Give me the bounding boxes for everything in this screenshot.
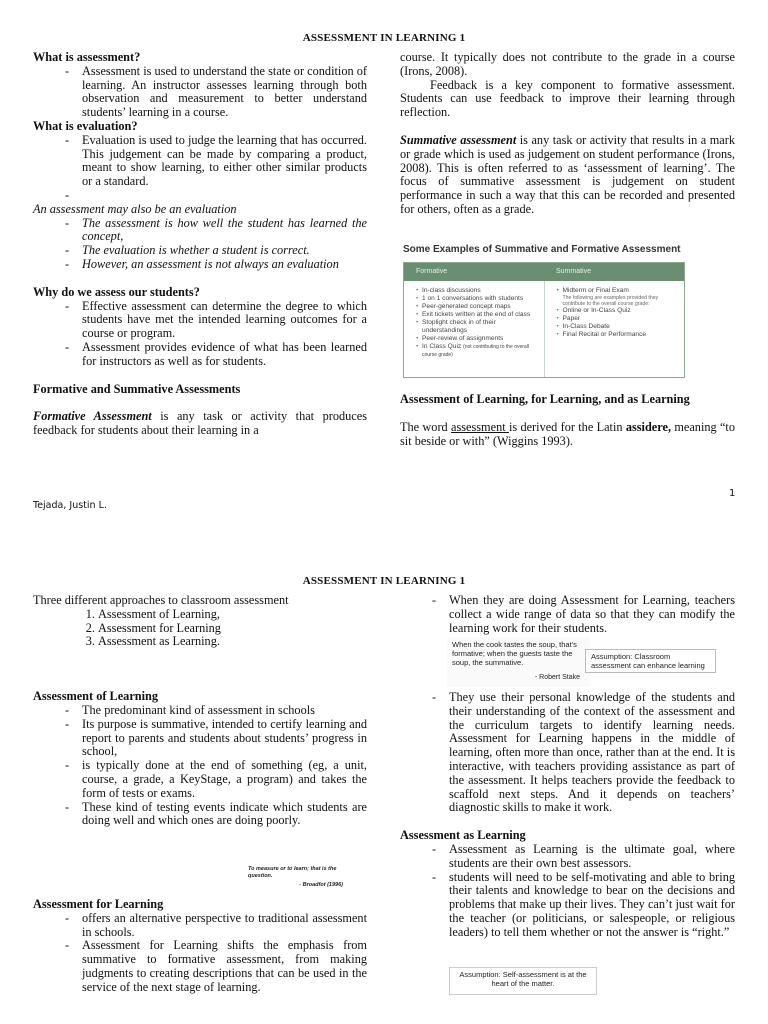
page2-right-middle [400, 691, 735, 940]
evaluation-note-list [33, 217, 367, 272]
list-item [33, 189, 367, 203]
page-number: 1 [729, 488, 736, 499]
page1-left-column [33, 51, 367, 438]
summative-term: Summative assessment [400, 132, 517, 147]
broadfot-quote [248, 866, 343, 889]
heading-what-is-evaluation: What is evaluation? [33, 118, 138, 133]
word-mid: is derived for the Latin [508, 419, 626, 434]
heading-of-for-as-learning: Assessment of Learning, for Learning, and as Learning [400, 392, 690, 406]
summative-note: The following are examples provided they contribute to the overall course grade: [562, 295, 659, 307]
word-post: meaning “to sit beside or with” (Wiggins 1993). [400, 419, 735, 448]
word-assessment: assessment [451, 419, 509, 434]
list-item: 2. Assessment for Learning [98, 622, 367, 636]
list-item [416, 343, 540, 359]
word-pre: The word [400, 419, 451, 434]
figure-title: Some Examples of Summative and Formative Assessment [403, 244, 681, 255]
formative-examples-cell [404, 281, 544, 377]
list-item: 3. Assessment as Learning. [98, 635, 367, 649]
quote-author: - Robert Stake [534, 674, 580, 681]
assumption-box-self-assessment: Assumption: Self-assessment is at the heart of the matter. [449, 967, 597, 995]
approaches-list [33, 608, 367, 649]
word-assidere: assidere, [625, 419, 672, 434]
quote-text: When the cook tastes the soup, that’s formative; when the guests taste the soup, the summative. [452, 640, 577, 667]
quote-text: To measure or to learn; that is the question. [248, 866, 337, 879]
list-item: - students will need to be self-motivating and able to bring their talents and knowledge to bear on the decisions and problems that make up their lives. They can’t just wait for the teacher (or politicians, or salespeople, or religious leaders) to tell them whether or not the answer is “right.” [400, 871, 735, 940]
examples-table-body [404, 281, 684, 377]
formative-continued: course. It typically does not contribute to the grade in a course (Irons, 2008). [400, 50, 735, 78]
quote-author: - Broadfot (1996) [299, 882, 343, 888]
assessment-of-learning-list [33, 704, 367, 828]
formative-term: Formative Assessment [33, 409, 152, 424]
assessment-for-learning-list [33, 912, 367, 995]
list-item: - However, an assessment is not always an evaluation [33, 258, 367, 272]
list-item: - When they are doing Assessment for Learning, teachers collect a wide range of data so that they can modify the learning work for their students. [400, 594, 735, 635]
heading-assessment-as-learning: Assessment as Learning [400, 828, 526, 843]
page2-header-title: ASSESSMENT IN LEARNING 1 [302, 575, 466, 587]
list-item: - Effective assessment can determine the degree to which students have met the intended learning outcomes for a course or program. [33, 300, 367, 341]
formative-column-header: Formative [416, 268, 448, 275]
author-footer: Tejada, Justin L. [33, 500, 107, 511]
heading-assessment-for-learning: Assessment for Learning [33, 897, 164, 911]
list-item: • 1 on 1 conversations with students [416, 295, 540, 303]
feedback-paragraph: Feedback is a key component to formative assessment. Students can use feedback to improve their learning through reflection. [400, 77, 735, 120]
heading-formative-summative: Formative and Summative Assessments [33, 381, 241, 396]
examples-table [403, 262, 685, 378]
summative-text: is any task or activity that results in a mark or grade which is used as judgement on student performance (Irons, 2008). This is often referred to as ‘assessment of learning’. The focus of summative assessment is judgement on student performance in such a way that this can be recorded and presented for others, often as a grade. [400, 132, 736, 216]
list-item: • In-class discussions [416, 287, 540, 295]
heading-why-assess: Why do we assess our students? [33, 284, 200, 299]
list-item: - Assessment provides evidence of what has been learned for instructors as well as for students. [33, 341, 367, 369]
list-item: - offers an alternative perspective to traditional assessment in schools. [33, 912, 367, 940]
list-item: - These kind of testing events indicate which students are doing well and which ones are doing poorly. [33, 801, 367, 829]
evaluation-note: An assessment may also be an evaluation [33, 201, 237, 216]
stake-quote [452, 640, 580, 682]
list-item: - is typically done at the end of something (eg, a unit, course, a grade, a KeyStage, a program) and takes the form of tests or exams. [33, 759, 367, 800]
list-item: • Online or In-Class Quiz [557, 307, 681, 315]
list-item: • Peer-generated concept maps [416, 303, 540, 311]
list-item: - Assessment as Learning is the ultimate goal, where students are their own best assessors. [400, 843, 735, 871]
assessment-as-learning-list [400, 843, 735, 940]
list-item: • In-Class Debate [557, 323, 681, 331]
assessment-for-learning-list-continued [400, 594, 735, 635]
quiz-label: In Class Quiz [422, 343, 462, 350]
heading-assessment-of-learning: Assessment of Learning [33, 689, 159, 704]
evaluation-definition-list [33, 134, 367, 203]
list-item: • Final Recital or Performance [557, 331, 681, 339]
list-item: - Evaluation is used to judge the learning that has occurred. This judgement can be made by comparing a product, meant to show learning, to either other similar products or a standard. [33, 134, 367, 189]
list-item: - Its purpose is summative, intended to certify learning and report to parents and students about students’ progress in school, [33, 718, 367, 759]
summative-examples-cell [544, 281, 685, 377]
assessment-for-learning-details [400, 691, 735, 815]
latin-origin-paragraph [400, 421, 735, 449]
approaches-intro: Three different approaches to classroom assessment [33, 593, 289, 607]
summative-column-header: Summative [556, 268, 592, 275]
list-item: 1. Assessment of Learning, [98, 608, 367, 622]
page1-right-column [400, 51, 735, 217]
summative-paragraph [400, 134, 735, 217]
formative-text: is any task or activity that produces feedback for students about their learning in a [33, 409, 367, 438]
list-item: - The assessment is how well the student has learned the concept, [33, 217, 367, 245]
list-item: - The evaluation is whether a student is correct. [33, 244, 367, 258]
list-item: - Assessment for Learning shifts the emphasis from summative to formative assessment, from making judgments to creating descriptions that can be used in the service of the next stage of learning. [33, 939, 367, 994]
page2-left-lower [33, 898, 367, 995]
page1-right-lower [400, 393, 735, 448]
list-item: - The predominant kind of assessment in schools [33, 704, 367, 718]
heading-what-is-assessment: What is assessment? [33, 50, 141, 64]
page2-left-column [33, 594, 367, 828]
list-item: • Paper [557, 315, 681, 323]
formative-paragraph [33, 410, 367, 438]
quiz-note: (not contributing to the overall course grade) [422, 344, 529, 358]
list-item: • Peer-review of assignments [416, 335, 540, 343]
why-assess-list [33, 300, 367, 369]
assessment-definition-list [33, 65, 367, 120]
assumption-box-classroom: Assumption: Classroom assessment can enhance learning [585, 649, 716, 673]
list-item: - They use their personal knowledge of the students and their understanding of the context of the assessment and the curriculum targets to identify learning needs. Assessment for Learning happens in the middle of learning, often more than once, rather than at the end. It is interactive, with teachers providing assistance as part of the assessment. It helps teachers provide the feedback to scaffold next steps. And it depends on teachers’ diagnostic skills to make it work. [400, 691, 735, 815]
examples-table-header [404, 263, 684, 281]
list-item: • Midterm or Final Exam [557, 287, 681, 295]
list-item: - Assessment is used to understand the state or condition of learning. An instructor assesses learning through both observation and measurement to better understand students’ learning in a course. [33, 65, 367, 120]
list-item: • Exit tickets written at the end of class [416, 311, 540, 319]
page1-header-title: ASSESSMENT IN LEARNING 1 [302, 32, 466, 44]
page2-right-column [400, 594, 735, 635]
list-item: • Stoplight check in of their understandings [416, 319, 540, 335]
